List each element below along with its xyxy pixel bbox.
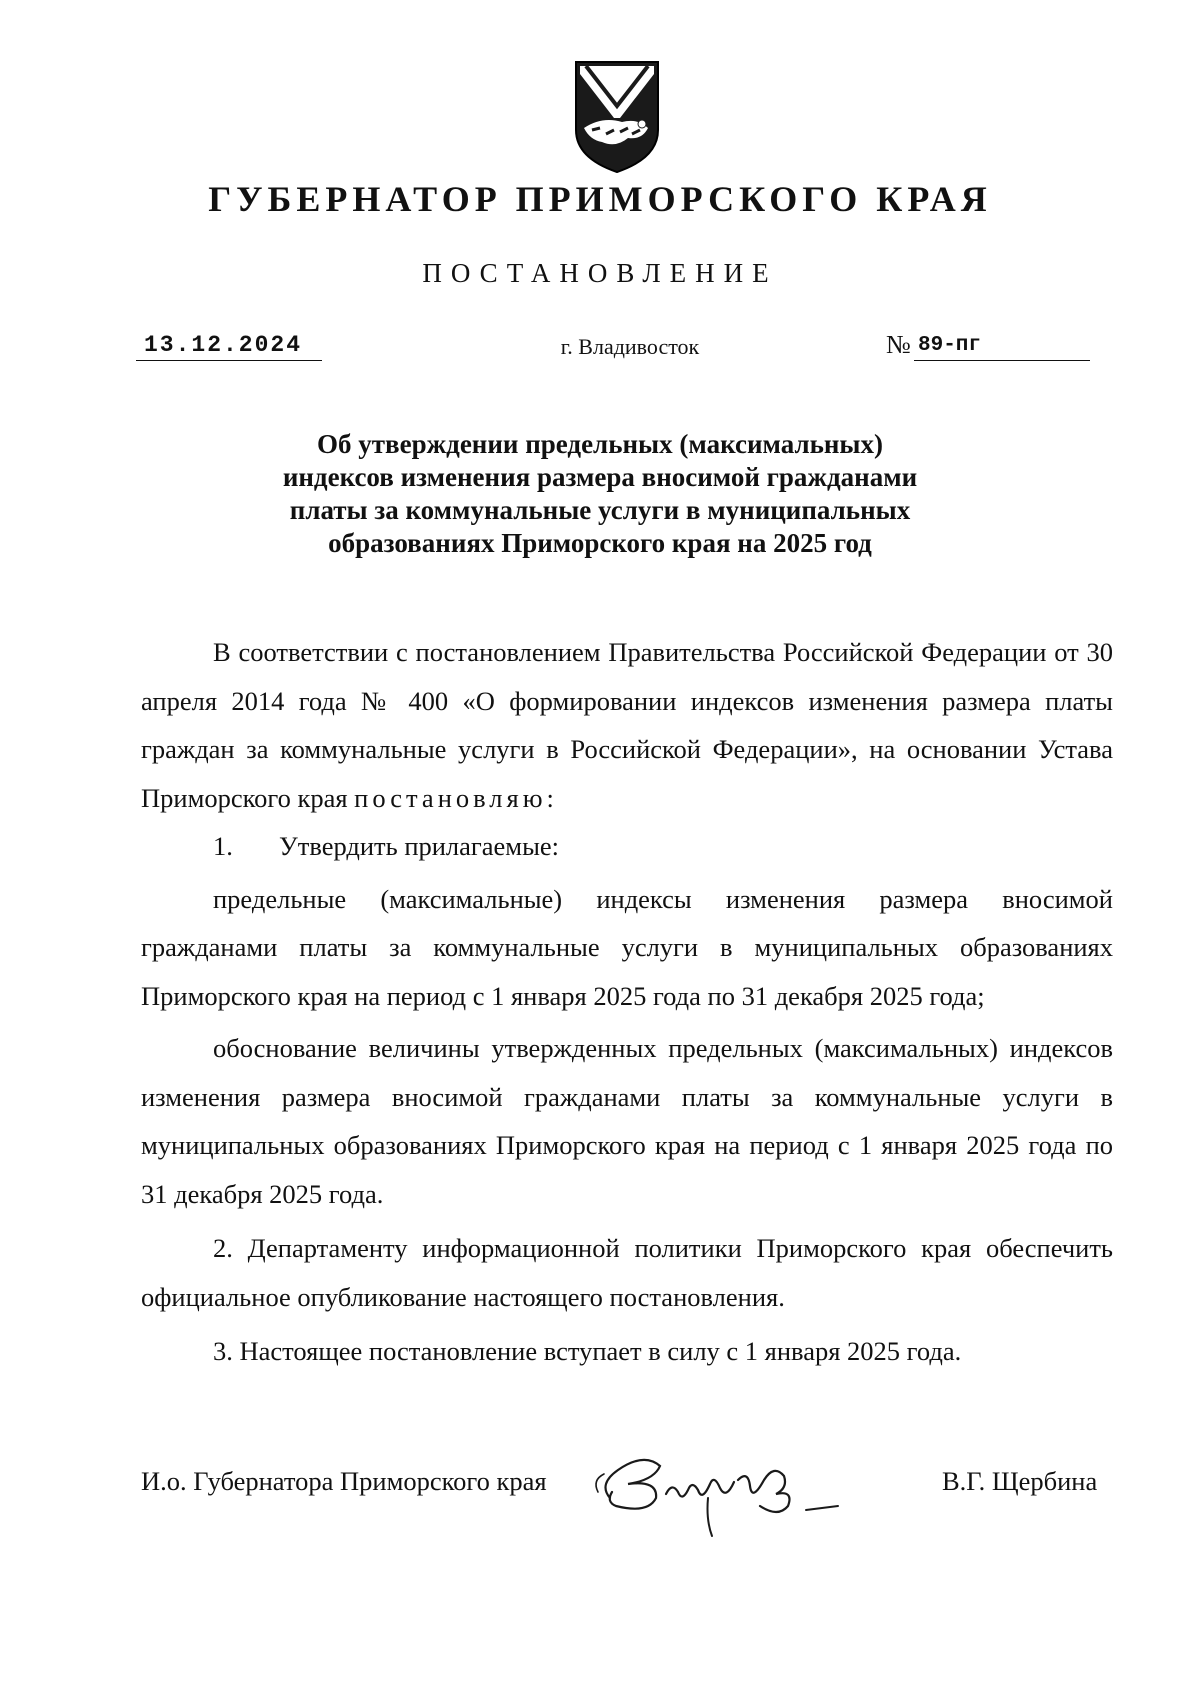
- handwritten-signature: [588, 1440, 888, 1540]
- signatory-name: В.Г. Щербина: [942, 1466, 1098, 1496]
- subject-line: индексов изменения размера вносимой гражданами: [282, 462, 918, 492]
- number-sign: №: [886, 330, 911, 359]
- subject-line: образованиях Приморского края на 2025 год: [328, 528, 872, 558]
- document-subject: [240, 428, 960, 560]
- document-city: г. Владивосток: [560, 334, 700, 359]
- subject-line: Об утверждении предельных (максимальных): [316, 429, 883, 459]
- item-1-number: 1.: [213, 831, 233, 861]
- date-underline: [136, 360, 322, 361]
- item-2: 2. Департаменту информационной политики Приморского края обеспечить официальное опубликование настоящего постановления.: [141, 1233, 1113, 1312]
- item-1-subparagraph: предельные (максимальные) индексы изменения размера вносимой гражданами платы за коммунальные услуги в муниципальных образованиях Приморского края на период с 1 января 2025 года по 31 декабря 2025 года;: [141, 883, 1113, 1011]
- signatory-role: И.о. Губернатора Приморского края: [141, 1466, 547, 1496]
- decree-word: постановляю:: [354, 782, 558, 813]
- document-number: 89-пг: [918, 334, 982, 357]
- document-type: ПОСТАНОВЛЕНИЕ: [422, 258, 778, 288]
- organization-title: ГУБЕРНАТОР ПРИМОРСКОГО КРАЯ: [208, 179, 992, 219]
- number-underline: [914, 360, 1090, 361]
- coat-of-arms-icon: [572, 58, 662, 176]
- item-1-text: Утвердить прилагаемые:: [279, 831, 560, 861]
- item-1: [141, 822, 1113, 871]
- item-3: 3. Настоящее постановление вступает в силу с 1 января 2025 года.: [213, 1336, 962, 1366]
- item-1-subparagraph: обоснование величины утвержденных предельных (максимальных) индексов изменения размера вносимой гражданами платы за коммунальные услуги в муниципальных образованиях Приморского края на период с 1 января 2025 года по 31 декабря 2025 года.: [141, 1033, 1113, 1209]
- preamble-paragraph: [141, 628, 1113, 822]
- document-body: [141, 628, 1113, 1376]
- subject-line: платы за коммунальные услуги в муниципальных: [289, 495, 911, 525]
- preamble-text: В соответствии с постановлением Правительства Российской Федерации от 30 апреля 2014 года № 400 «О формировании индексов изменения размера платы граждан за коммунальные услуги в Российской Федерации», на основании Устава Приморского края: [141, 637, 1113, 813]
- document-date: 13.12.2024: [143, 332, 303, 358]
